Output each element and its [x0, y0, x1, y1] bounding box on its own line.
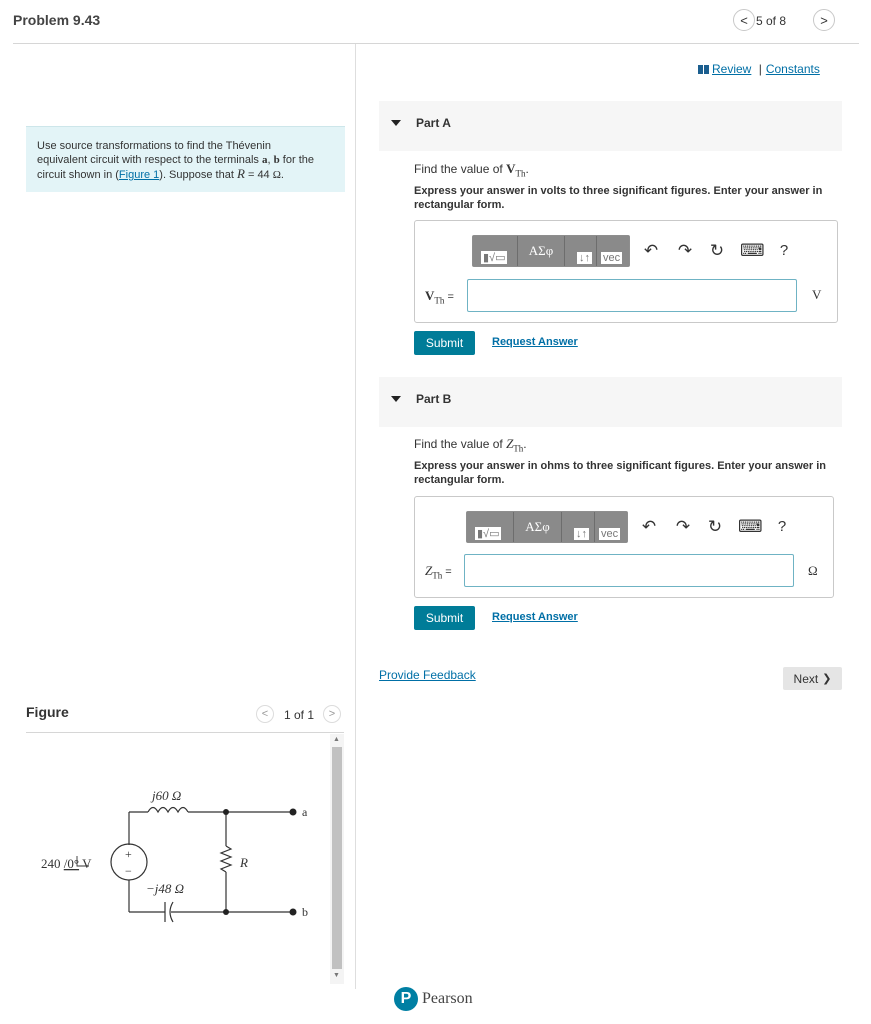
figure-scrollbar[interactable] — [330, 734, 344, 984]
inductor-label: j60 Ω — [152, 788, 182, 803]
terminal-a-dot — [290, 809, 297, 816]
chevron-right-icon: ❯ — [822, 673, 832, 685]
pearson-logo — [394, 987, 473, 1011]
part-b-submit-button[interactable]: Submit — [414, 606, 475, 630]
vector-button[interactable] — [595, 512, 627, 542]
part-a-question — [414, 161, 529, 178]
node-bottom — [223, 909, 229, 915]
scroll-down-icon[interactable]: ▼ — [333, 972, 340, 979]
part-a-equals: = — [444, 291, 454, 303]
part-a-var-main: V — [425, 288, 435, 303]
circuit-diagram — [30, 780, 320, 930]
vector-button[interactable] — [597, 236, 629, 266]
part-a-header[interactable] — [379, 101, 842, 151]
node-top — [223, 809, 229, 815]
undo-icon[interactable]: ↶ — [643, 241, 659, 260]
next-figure-button[interactable] — [323, 705, 341, 723]
part-b-find-var: Z — [506, 436, 514, 451]
header-bar — [13, 0, 859, 44]
problem-intro — [26, 126, 345, 192]
figure-label: Figure — [26, 704, 69, 720]
part-b-variable-label — [425, 563, 452, 580]
reset-icon[interactable]: ↻ — [707, 517, 723, 536]
source-plus: + — [125, 847, 132, 861]
intro-line-1: Use source transformations to find the Thévenin — [37, 140, 271, 152]
collapse-caret-icon[interactable] — [391, 120, 401, 126]
chevron-right-icon: > — [820, 12, 828, 28]
part-a-submit-button[interactable]: Submit — [414, 331, 475, 355]
part-a-answer-box — [414, 220, 838, 323]
part-b-request-answer-link[interactable]: Request Answer — [492, 611, 578, 623]
greek-symbols-button[interactable] — [518, 236, 565, 266]
arrows-icon: ↓↑ — [579, 252, 590, 264]
next-button[interactable] — [783, 667, 842, 690]
templates-button[interactable] — [473, 236, 518, 266]
vec-icon: vec — [601, 528, 619, 540]
part-b-question — [414, 436, 527, 453]
terminal-a-label: a — [302, 805, 308, 819]
greek-symbols-icon: ΑΣφ — [525, 519, 550, 534]
greek-symbols-icon: ΑΣφ — [528, 243, 554, 258]
terminal-b-label: b — [302, 905, 308, 919]
keyboard-icon[interactable]: ⌨ — [740, 241, 765, 260]
part-b-header[interactable] — [379, 377, 842, 427]
part-b-var-sub: Th — [432, 570, 443, 581]
part-b-math-toolbar — [466, 511, 628, 543]
part-b-find-period: . — [523, 437, 527, 451]
resistor-zigzag — [221, 846, 231, 872]
part-b-answer-box — [414, 496, 834, 598]
part-b-find-text: Find the value of — [414, 437, 507, 451]
subscript-superscript-button[interactable] — [565, 236, 597, 266]
prev-problem-button[interactable] — [733, 9, 755, 31]
part-a-instructions: Express your answer in volts to three significant figures. Enter your answer in rectangular form. — [414, 185, 823, 211]
prev-figure-button[interactable] — [256, 705, 274, 723]
collapse-caret-icon[interactable] — [391, 396, 401, 402]
greek-symbols-button[interactable] — [514, 512, 562, 542]
part-b-instructions: Express your answer in ohms to three significant figures. Enter your answer in rectangular form. — [414, 460, 826, 486]
problem-pager: 5 of 8 — [756, 14, 787, 28]
chevron-left-icon: < — [740, 12, 748, 28]
part-b-var-main: Z — [425, 563, 433, 578]
part-a-find-period: . — [525, 162, 529, 176]
book-icon — [698, 65, 709, 74]
part-a-request-answer-link[interactable]: Request Answer — [492, 336, 578, 348]
resistor-label: R — [240, 855, 248, 870]
redo-icon[interactable]: ↷ — [677, 241, 693, 260]
source-unit: V — [79, 856, 92, 871]
intro-line-3-mid: ). Suppose that — [159, 169, 237, 181]
source-angle: /0° — [63, 856, 80, 871]
templates-icon: ▮√▭ — [483, 252, 506, 264]
scroll-thumb[interactable] — [332, 747, 342, 969]
chevron-left-icon: < — [261, 708, 269, 720]
help-icon[interactable]: ? — [777, 518, 787, 535]
source-magnitude: 240 — [41, 856, 64, 871]
templates-button[interactable] — [467, 512, 514, 542]
part-a-unit: V — [812, 287, 822, 302]
link-separator: | — [758, 62, 762, 76]
part-b-equals: = — [442, 566, 452, 578]
pearson-mark-icon: P — [394, 987, 418, 1011]
part-a-title: Part A — [416, 116, 451, 130]
r-value: = 44 — [244, 169, 273, 181]
part-a-var-sub: Th — [434, 295, 445, 306]
reset-icon[interactable]: ↻ — [709, 241, 725, 260]
review-links — [698, 62, 820, 76]
intro-line-2-end: for the — [279, 154, 314, 166]
subscript-superscript-button[interactable] — [562, 512, 595, 542]
keyboard-icon[interactable]: ⌨ — [738, 517, 763, 536]
figure-pager: 1 of 1 — [284, 708, 315, 722]
figure-link[interactable]: Figure 1 — [118, 169, 160, 181]
figure-divider — [26, 732, 344, 733]
next-problem-button[interactable] — [813, 9, 835, 31]
intro-comma: , — [267, 154, 274, 166]
problem-title: Problem 9.43 — [13, 12, 101, 28]
part-a-answer-input[interactable] — [467, 279, 797, 312]
terminal-b-dot — [290, 909, 297, 916]
source-label — [41, 856, 92, 871]
intro-period: . — [280, 169, 284, 181]
part-a-find-text: Find the value of — [414, 162, 507, 176]
scroll-up-icon[interactable]: ▲ — [333, 736, 340, 743]
capacitor-label: −j48 Ω — [146, 881, 185, 896]
constants-link[interactable]: Constants — [765, 62, 820, 76]
part-a-find-sub: Th — [515, 168, 526, 179]
r-unit: Ω — [272, 169, 281, 181]
redo-icon[interactable]: ↷ — [675, 517, 691, 536]
terminal-a-text: a — [262, 154, 268, 166]
r-symbol: R — [236, 166, 245, 181]
templates-icon: ▮√▭ — [477, 528, 500, 540]
part-a-find-var: V — [506, 161, 516, 176]
part-b-answer-input[interactable] — [464, 554, 794, 587]
part-a-math-toolbar — [472, 235, 630, 267]
part-b-find-sub: Th — [513, 443, 524, 454]
chevron-right-icon: > — [328, 708, 336, 720]
vec-icon: vec — [603, 252, 621, 264]
provide-feedback-link[interactable]: Provide Feedback — [379, 668, 476, 682]
column-divider — [355, 44, 356, 989]
arrows-icon: ↓↑ — [576, 528, 587, 540]
terminal-b-text: b — [273, 154, 280, 166]
pearson-wordmark: Pearson — [422, 990, 473, 1007]
part-b-title: Part B — [416, 392, 452, 406]
undo-icon[interactable]: ↶ — [641, 517, 657, 536]
review-link[interactable]: Review — [712, 62, 752, 76]
next-label: Next — [793, 671, 819, 686]
help-icon[interactable]: ? — [779, 242, 789, 259]
source-minus: − — [125, 864, 132, 878]
part-a-variable-label — [425, 288, 454, 305]
intro-line-3: circuit shown in ( — [37, 169, 119, 181]
intro-line-2: equivalent circuit with respect to the terminals — [37, 154, 262, 166]
part-b-unit: Ω — [808, 563, 818, 578]
inductor-coil — [148, 808, 188, 813]
